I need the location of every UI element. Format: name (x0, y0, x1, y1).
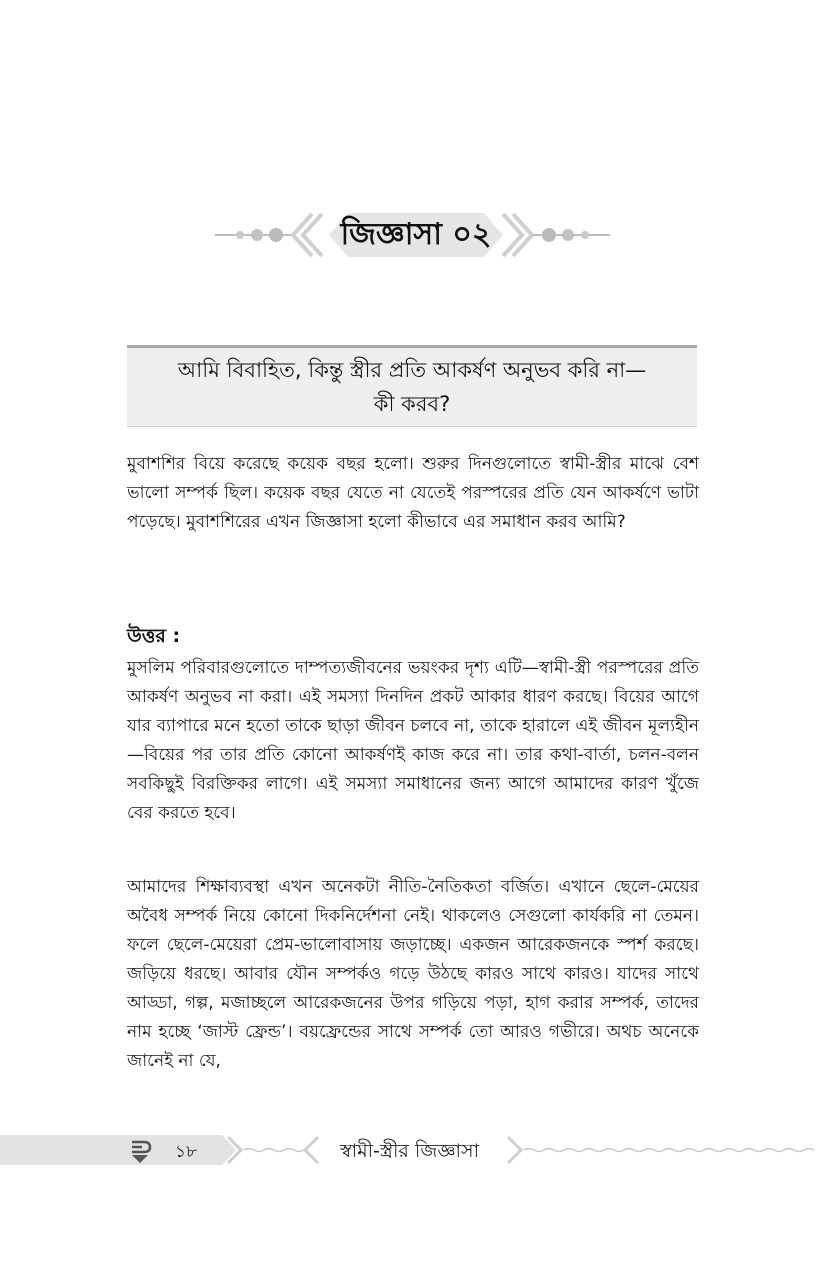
chapter-title: জিজ্ঞাসা ০২ (340, 216, 492, 252)
answer-paragraph-1: মুসলিম পরিবারগুলোতে দাম্পত্যজীবনের ভয়ংকর দৃশ্য এটি—স্বামী-স্ত্রী পরস্পরের প্রতি আকর্ষণ অনুভব না করা। এই সমস্যা দিনদিন প্রকট আকার ধারণ করছে। বিয়ের আগে যার ব্যাপারে মনে হতো তাকে ছাড়া জীবন চলবে না, তাকে হারালে এই জীবন মূল্যহীন—বিয়ের পর তার প্রতি কোনো আকর্ষণই কাজ করে না। তার কথা-বার্তা, চলন-বলন সবকিছুই বিরক্তিকর লাগে। এই সমস্যা সমাধানের জন্য আগে আমাদের কারণ খুঁজে বের করতে হবে। (127, 658, 699, 823)
chapter-header (0, 200, 825, 270)
page-number: ১৮ (175, 1142, 198, 1162)
question-text: আমি বিবাহিত, কিন্তু স্ত্রীর প্রতি আকর্ষণ অনুভব করি না—কী করব? (177, 358, 647, 416)
answer-heading: উত্তর : (127, 625, 181, 647)
intro-paragraph: মুবাশশির বিয়ে করেছে কয়েক বছর হলো। শুরুর দিনগুলোতে স্বামী-স্ত্রীর মাঝে বেশ ভালো সম্পর্ক ছিল। কয়েক বছর যেতে না যেতেই পরস্পরের প্রতি যেন আকর্ষণে ভাটা পড়েছে। মুবাশশিরের এখন জিজ্ঞাসা হলো কীভাবে এর সমাধান করব আমি? (127, 454, 699, 532)
running-title: স্বামী-স্ত্রীর জিজ্ঞাসা (340, 1140, 480, 1162)
page-footer (0, 1133, 825, 1167)
question-box (127, 345, 697, 427)
answer-paragraph-2: আমাদের শিক্ষাব্যবস্থা এখন অনেকটা নীতি-নৈতিকতা বর্জিত। এখানে ছেলে-মেয়ের অবৈধ সম্পর্ক নিয়ে কোনো দিকনির্দেশনা নেই। থাকলেও সেগুলো কার্যকরি না তেমন। ফলে ছেলে-মেয়েরা প্রেম-ভালোবাসায় জড়াচ্ছে। একজন আরেকজনকে স্পর্শ করছে। জড়িয়ে ধরছে। আবার যৌন সম্পর্কও গড়ে উঠছে কারও সাথে কারও। যাদের সাথে আড্ডা, গল্প, মজাচ্ছলে আরেকজনের উপর গড়িয়ে পড়া, হাগ করার সম্পর্ক, তাদের নাম হচ্ছে ‘জাস্ট ফ্রেন্ড’। বয়ফ্রেন্ডের সাথে সম্পর্ক তো আরও গভীরে। অথচ অনেকে জানেই না যে, (127, 877, 699, 1071)
